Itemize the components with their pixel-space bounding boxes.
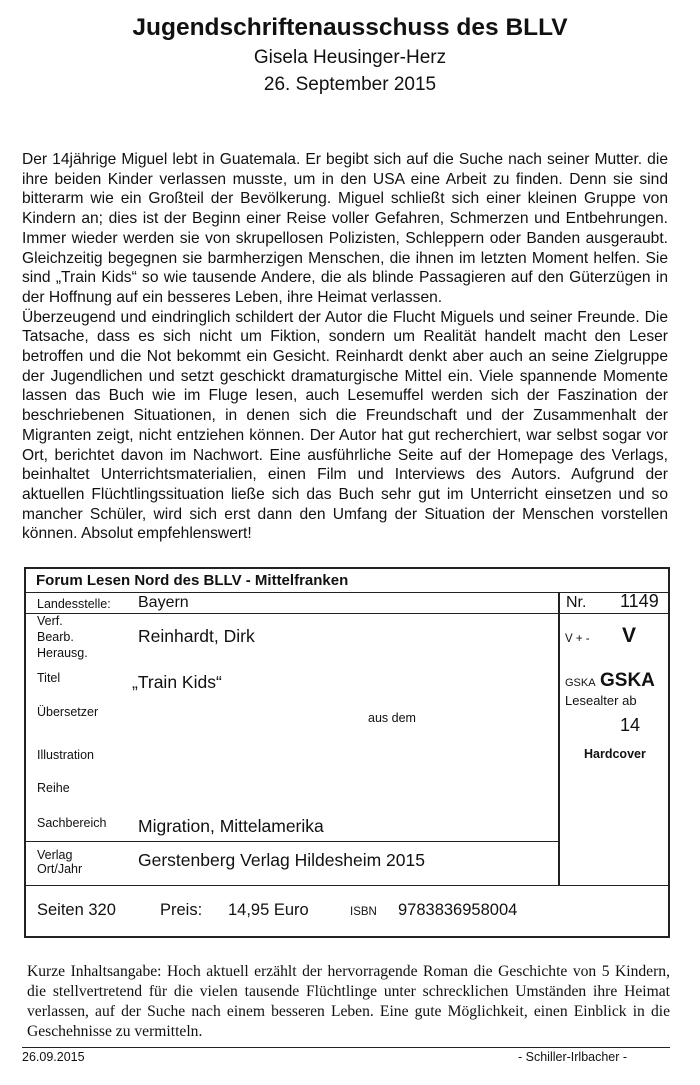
aus-dem-label: aus dem [368, 711, 416, 725]
card-top-border [24, 567, 670, 569]
lesealter-value: 14 [620, 715, 641, 735]
rating-label: V + - [565, 633, 590, 645]
document-title: Jugendschriftenausschuss des BLLV [132, 14, 568, 41]
card-divider [24, 885, 670, 886]
reviewer-name: Gisela Heusinger-Herz [253, 47, 447, 68]
gska-big: GSKA [600, 670, 655, 691]
footer-date: 26.09.2015 [22, 1050, 85, 1064]
card-divider [24, 613, 670, 614]
isbn-value: 9783836958004 [398, 901, 518, 919]
uebersetzer-label: Übersetzer [37, 705, 99, 719]
ort-jahr-label: Ort/Jahr [37, 862, 83, 876]
bearb-label: Bearb. [37, 630, 74, 644]
lesealter-label: Lesealter ab [565, 693, 637, 708]
sachbereich-label: Sachbereich [37, 816, 107, 830]
verlag-value: Gerstenberg Verlag Hildesheim 2015 [138, 850, 425, 870]
isbn-label: ISBN [350, 906, 377, 918]
seiten-value: Seiten 320 [37, 901, 116, 919]
card-left-border [24, 567, 26, 938]
verf-label: Verf. [37, 614, 63, 628]
footer-author: - Schiller-Irlbacher - [518, 1050, 628, 1064]
preis-value: 14,95 Euro [228, 901, 309, 919]
footer-divider [22, 1047, 670, 1048]
review-text [22, 150, 668, 544]
card-heading: Forum Lesen Nord des BLLV - Mittelfranken [36, 572, 349, 589]
author-value: Reinhardt, Dirk [138, 626, 255, 646]
card-divider [24, 592, 670, 593]
nr-value: 1149 [620, 591, 659, 611]
titel-label: Titel [37, 671, 61, 685]
review-paragraph: Der 14jährige Miguel lebt in Guatemala. Er begibt sich auf die Suche nach seiner Mutter. die ihre beiden Kinder verlassen musste, um in den USA eine Arbeit zu finden. Denn sie sind bitterarm wie ein Großteil der Bevölkerung. Miguel schließt sich einer kleinen Gruppe von Kindern an; dies ist der Beginn einer Reise voller Gefahren, Schmerzen und Entbehrungen. Immer wieder werden sie von skrupellosen Polizisten, Schleppern oder Banden ausgeraubt. Gleichzeitig begegnen sie barmherzigen Menschen, die ihnen im letzten Moment helfen. Sie sind „Train Kids“ so wie tausende Andere, die als blinde Passagieren auf den Güterzügen in der Hoffnung auf ein besseres Leben, ihre Heimat verlassen. [22, 151, 668, 306]
card-bottom-border [24, 936, 670, 938]
sachbereich-value: Migration, Mittelamerika [138, 816, 324, 836]
illustration-label: Illustration [37, 748, 94, 762]
landesstelle-value: Bayern [138, 594, 189, 611]
titel-value: „Train Kids“ [132, 672, 222, 692]
card-divider [24, 841, 560, 842]
card-right-border [668, 567, 670, 938]
review-date: 26. September 2015 [263, 74, 437, 95]
verlag-label: Verlag [37, 848, 73, 862]
nr-label: Nr. [566, 594, 587, 611]
rating-value: V [622, 624, 637, 647]
card-right-column-border [558, 592, 560, 886]
landesstelle-label: Landesstelle: [37, 597, 111, 611]
review-paragraph: Überzeugend und eindringlich schildert der Autor die Flucht Miguels und seiner Freunde. Die Tatsache, dass es sich nicht um Fiktion, sondern um Realität handelt macht den Leser betroffen und die Not bekommt ein Gesicht. Reinhardt denkt aber auch an seine Zielgruppe der Jugendlichen und setzt geschickt dramaturgische Mittel ein. Viele spannende Momente lassen das Buch wie im Fluge lesen, auch Lesemuffel werden sich der Faszination der beschriebenen Situationen, in denen sich die Freundschaft und der Zusammenhalt der Migranten zeigt, nicht entziehen können. Der Autor hat gut recherchiert, war selbst sogar vor Ort, berichtet davon im Nachwort. Eine ausführliche Seite auf der Homepage des Verlags, beinhaltet Unterrichtsmaterialien, einen Film und Interviews des Autors. Aufgrund der aktuellen Flüchtlingssituation ließe sich das Buch sehr gut im Unterricht einsetzen und so mancher Schüler, wird sich erst dann den Umfang der Situation der Menschen vorstellen können. Absolut empfehlenswert! [22, 308, 668, 543]
summary-text: Kurze Inhaltsangabe: Hoch aktuell erzählt der hervorragende Roman die Geschichte von 5 Kindern, die stellvertretend für die vielen tausende Flüchtlinge unter schrecklichen Umständen ihre Heimat verlassen, auf der Suche nach einem besseren Leben. Eine gute Möglichkeit, einen Einblick in die Geschehnisse zu vermitteln. [27, 963, 670, 1040]
gska-small: GSKA [565, 677, 596, 689]
preis-label: Preis: [160, 901, 203, 919]
reihe-label: Reihe [37, 781, 70, 795]
format-value: Hardcover [584, 747, 646, 761]
herausg-label: Herausg. [37, 646, 88, 660]
